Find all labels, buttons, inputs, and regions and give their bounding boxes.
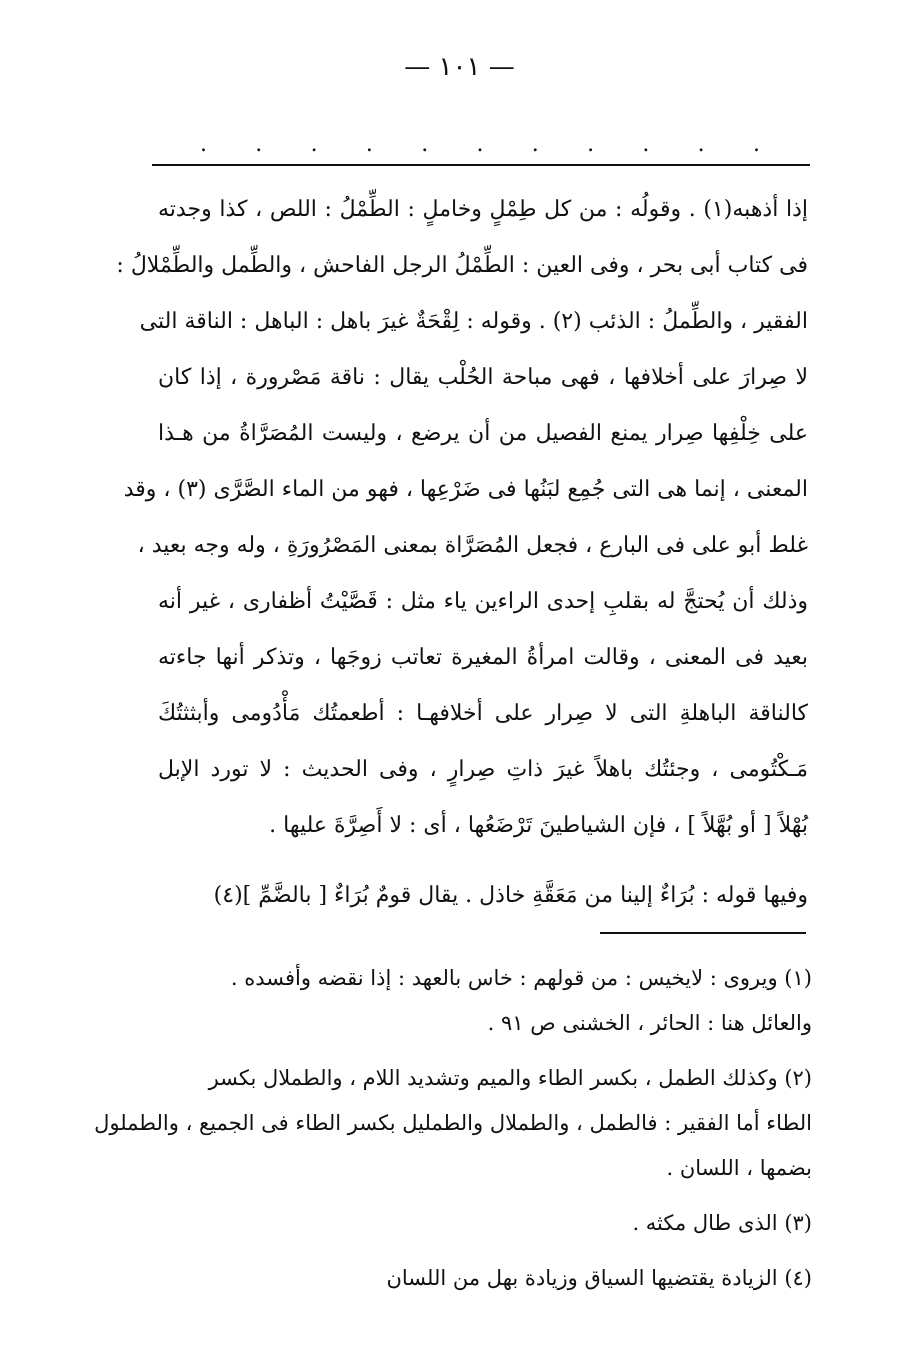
text-line-paragraph-2: وفيها قوله : بُرَاءٌ إلينا من مَعَقَّةِ خاذل . يقال قومٌ بُرَاءٌ [ بالضَّمِّ ](٤): [213, 883, 808, 908]
dot: .: [531, 132, 539, 157]
footnote-4: (٤) الزيادة يقتضيها السياق وزيادة بهل من اللسان: [386, 1266, 812, 1290]
text-line: على خِلْفِها صِرار يمنع الفصيل من أن يرضع ، وليست المُصَرَّاةُ من هـذا: [158, 421, 808, 446]
text-line: كالناقة الباهلةِ التى لا صِرار على أخلافهـا : أطعمتُك مَأْدُومى وأبثثتُكَ: [158, 701, 808, 726]
footnote-gap: [152, 1246, 812, 1256]
dot: .: [310, 132, 318, 157]
ornament-dots: [200, 134, 760, 156]
dot: .: [642, 132, 650, 157]
text-line: لا صِرارَ على أخلافها ، فهى مباحة الحُلْب يقال : ناقة مَصْرورة ، إذا كان: [158, 365, 808, 390]
text-line: المعنى ، إنما هى التى جُمِع لبَنُها فى ضَرْعِها ، فهو من الماء الصَّرَّى (٣) ، وقد: [123, 477, 808, 502]
footnote-line: والعائل هنا : الحائر ، الخشنى ص ٩١ .: [487, 1011, 812, 1035]
footnote-3: (٣) الذى طال مكثه .: [632, 1211, 812, 1235]
dot: .: [587, 132, 595, 157]
main-text: [116, 182, 808, 924]
paragraph-gap: [158, 854, 808, 868]
dot: .: [365, 132, 373, 157]
text-line: بُهْلاً [ أو بُهَّلاً ] ، فإن الشياطينَ تَرْضَعُها ، أى : لا أَصِرَّةَ عليها .: [269, 813, 808, 838]
text-line: مَـكْتُومى ، وجئتُك باهلاً غيرَ ذاتِ صِرارٍ ، وفى الحديث : لا تورد الإبل: [158, 757, 808, 782]
page-number: — ١٠١ —: [404, 52, 515, 82]
text-line: بعيد فى المعنى ، وقالت امرأةُ المغيرة تعاتب زوجَها ، وتذكر أنها جاءته: [158, 645, 808, 670]
text-line: غلط أبو على فى البارع ، فجعل المُصَرَّاة بمعنى المَصْرُورَةِ ، وله وجه بعيد ،: [137, 533, 808, 558]
text-line: الفقير ، والطِّملُ : الذئب (٢) . وقوله : لِقْحَةٌ غيرَ باهل : الباهل : الناقة التى: [139, 309, 808, 334]
footnote-rule: [600, 932, 806, 934]
dot: .: [200, 132, 207, 157]
footnote-line: بضمها ، اللسان .: [666, 1156, 812, 1180]
footnote-line: (١) ويروى : لايخيس : من قولهم : خاس بالعهد : إذا نقضه وأفسده .: [230, 966, 812, 990]
footnote-gap: [152, 1191, 812, 1201]
dot: .: [255, 132, 263, 157]
text-line: وذلك أن يُحتجَّ له بقلبِ إحدى الراءين ياء مثل : قَصَّيْتُ أظفارى ، غير أنه: [158, 589, 808, 614]
footnote-line: (٢) وكذلك الطمل ، بكسر الطاء والميم وتشديد اللام ، والطملال بكسر: [208, 1066, 812, 1090]
footnote-line: الطاء أما الفقير : فالطمل ، والطملال والطمليل بكسر الطاء فى الجميع ، والطملول: [94, 1111, 812, 1135]
footnotes: [94, 956, 812, 1301]
header-rule: [152, 164, 810, 166]
dot: .: [697, 132, 705, 157]
footnote-2: [94, 1056, 812, 1191]
text-line: فى كتاب أبى بحر ، وفى العين : الطِّمْلُ الرجل الفاحش ، والطِّمل والطِّمْلالُ :: [116, 253, 808, 278]
dot: .: [476, 132, 484, 157]
dot: .: [752, 132, 760, 157]
text-line: إذا أذهبه(١) . وقولُه : من كل طِمْلٍ وخاملٍ : الطِّمْلُ : اللص ، كذا وجدته: [158, 197, 808, 222]
dot: .: [421, 132, 429, 157]
footnote-gap: [152, 1046, 812, 1056]
footnote-1: [152, 956, 812, 1046]
